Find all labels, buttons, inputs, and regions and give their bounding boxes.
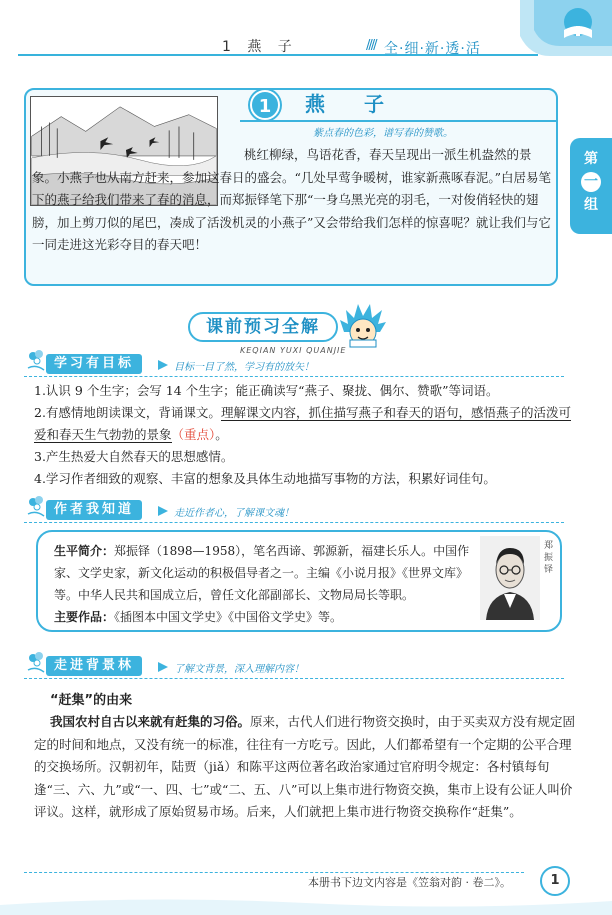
background-paragraph: [34, 711, 582, 824]
tab-top-label: 第: [584, 151, 598, 167]
author-tip: 走近作者心，了解课文魂！: [174, 508, 294, 519]
background-rule: [24, 678, 564, 679]
arrow-icon: [156, 504, 170, 518]
tab-bottom-label: 组: [584, 197, 598, 213]
author-portrait-image: [480, 536, 540, 620]
footer-rule: [24, 872, 524, 873]
background-section-heading: [24, 656, 524, 678]
lesson-intro-text: [32, 144, 552, 257]
lesson-subtitle: 紫点春的色彩，谱写春的赞歌。: [313, 128, 453, 139]
footer-wave-decoration: [0, 895, 612, 915]
page-header: [0, 0, 610, 68]
author-label: 作者我知道: [46, 500, 142, 520]
author-signature: 郑振铎: [544, 541, 554, 575]
goals-label: 学习有目标: [46, 354, 142, 374]
background-lead: 我国农村自古以来就有赶集的习俗。: [50, 714, 251, 729]
group-tab[interactable]: [570, 138, 612, 234]
preview-banner-pinyin: KEQIAN YUXI QUANJIE: [240, 346, 347, 355]
arrow-icon: [156, 660, 170, 674]
lesson-title-rule: [240, 120, 558, 122]
author-section-heading: [24, 500, 524, 522]
goals-rule: [24, 376, 564, 377]
footer-note: 本册书下边文内容是《笠翁对韵 · 卷二》。: [308, 876, 511, 889]
background-label: 走进背景林: [46, 656, 142, 676]
tab-number: 一: [581, 172, 601, 192]
hedgehog-mascot-icon: [338, 302, 388, 348]
goal-item-1: 1.认识 9 个生字；会写 14 个生字；能正确读写“燕子、聚拢、偶尔、赞歌”等词语。: [34, 383, 499, 398]
goals-section-heading: [24, 354, 524, 376]
goal-item-2-b: 理解课文内容，抓住描写燕子和春天的语句，感悟燕子的活泼可爱和春天生气勃勃的景象: [34, 405, 571, 442]
goals-list: [34, 380, 574, 490]
chapter-title: 1 燕 子: [222, 39, 298, 55]
goal-item-2: [34, 402, 574, 446]
background-body: 原来，古代人们进行物资交换时，由于买卖双方没有规定固定的时间和地点，又没有统一的标准，往往有一方吃亏。因此，人们都希望有一个定期的公平合理的交换场所。汉朝初年，陆贾（jiǎ）和陈平这两位著名政治家通过官府明令规定：各村镇每旬逢“三、六、九”或“一、四、七”或“二、五、八”可以上集市进行物资交换，集市上设有公证人叫价评议。这样，就形成了原始贸易市场。后来，人们就把上集市进行物资交换称作“赶集”。: [34, 714, 576, 819]
book-tree-logo-icon: [520, 0, 612, 56]
bio-label: 生平简介：: [54, 544, 115, 558]
author-rule: [24, 522, 564, 523]
series-name: 全·细·新·透·活: [384, 41, 481, 57]
works-label: 主要作品：: [54, 610, 115, 624]
lesson-title: 燕 子: [305, 92, 400, 116]
goal-item-2-key: （重点）: [171, 427, 216, 442]
background-text: [34, 711, 582, 824]
bio-text: 郑振铎（1898—1958），笔名西谛、郭源新，福建长乐人。中国作家、文学史家，新文化运动的积极倡导者之一。主编《小说月报》《世界文库》等。中华人民共和国成立后，曾任文化部副部长、文物局局长等职。: [54, 544, 470, 602]
page-number: 1: [540, 866, 570, 896]
works-text: 《插图本中国文学史》《中国俗文学史》等。: [114, 610, 343, 624]
lesson-number-badge: 1: [250, 90, 280, 120]
intro-paragraph: 桃红柳绿，鸟语花香，春天呈现出一派生机盎然的景象。小燕子也从南方赶来，参加这春日的盛会。“几处早莺争暖树，谁家新燕啄春泥。”白居易笔下的燕子给我们带来了春的消息，而郑振铎笔下那“一身乌黑光亮的羽毛，一对俊俏轻快的翅膀，加上剪刀似的尾巴，凑成了活泼机灵的小燕子”又会带给我们怎样的惊喜呢？就让我们与它一同走进这光彩夺目的春天吧！: [32, 147, 552, 252]
header-slashes: ////: [366, 38, 376, 53]
arrow-icon: [156, 358, 170, 372]
goals-tip: 目标一目了然，学习有的放矢！: [174, 362, 314, 373]
preview-banner: 课前预习全解: [188, 312, 338, 342]
goal-item-3: 3.产生热爱大自然春天的思想感情。: [34, 449, 234, 464]
goal-item-2-end: 。: [215, 427, 228, 442]
author-info-text: [54, 540, 474, 628]
background-tip: 了解文背景，深入理解内容！: [174, 664, 304, 675]
goal-item-4: 4.学习作者细致的观察、丰富的想象及具体生动地描写事物的方法，积累好词佳句。: [34, 471, 496, 486]
author-works: [54, 606, 474, 628]
background-title: “赶集”的由来: [50, 693, 133, 708]
goal-item-2-a: 2.有感情地朗读课文，背诵课文。: [34, 405, 221, 420]
author-bio: [54, 540, 474, 606]
